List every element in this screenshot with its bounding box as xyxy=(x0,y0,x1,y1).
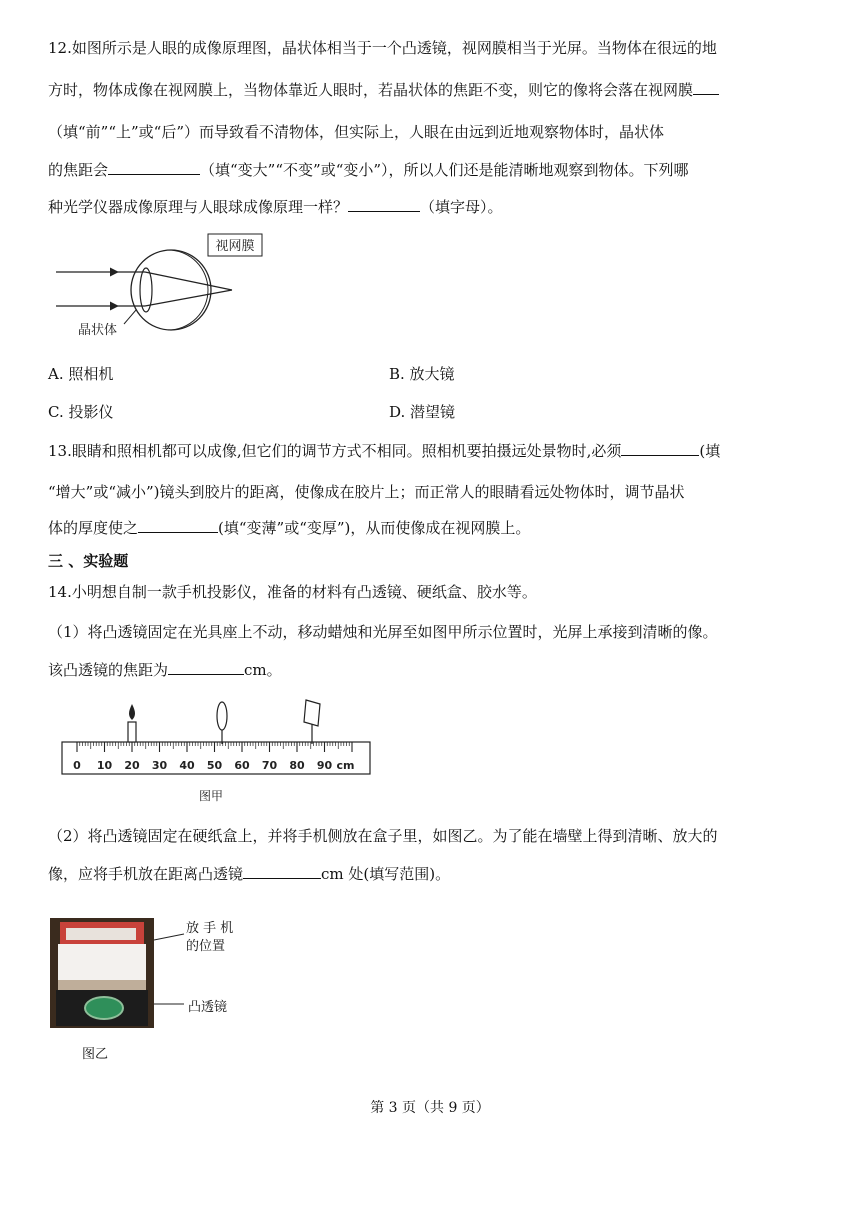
label-lens: 凸透镜 xyxy=(188,1000,228,1015)
ruler-tick-label: 50 xyxy=(206,759,223,772)
figure-yi-caption: 图乙 xyxy=(82,1047,109,1062)
light-screen-shape xyxy=(304,700,320,744)
q12-text-5b: （填字母）。 xyxy=(420,198,503,216)
q12-line-4 xyxy=(48,160,689,180)
section-title: 三 、实验题 xyxy=(48,552,129,570)
box-inner-white xyxy=(58,944,146,980)
option-a: A. 照相机 xyxy=(48,365,114,383)
q12-line-3: （填“前”“上”或“后”）而导致看不清物体，但实际上，人眼在由远到近地观察物体时，晶状体 xyxy=(48,123,665,141)
page-footer: 第 3 页（共 9 页） xyxy=(370,1100,490,1116)
cornea-arc xyxy=(168,250,208,330)
ruler-tick-label: 0 xyxy=(73,759,81,772)
q14-line-3 xyxy=(48,660,282,680)
lens-label: 晶状体 xyxy=(78,323,118,338)
q13-line-1 xyxy=(48,441,720,461)
ruler-tick-label: 80 xyxy=(289,759,305,772)
ruler-tick-label: 10 xyxy=(96,759,113,772)
answer-blank xyxy=(621,441,699,456)
retina-label: 视网膜 xyxy=(215,239,255,254)
q14-text-5a: 像，应将手机放在距离凸透镜 xyxy=(48,865,244,883)
q13-line-3 xyxy=(48,518,530,538)
q14-text-3b: cm。 xyxy=(244,661,282,679)
label-phone-line2: 的位置 xyxy=(186,939,226,954)
q14-line-4: （2）将凸透镜固定在硬纸盒上，并将手机侧放在盒子里，如图乙。为了能在墙壁上得到清晰、放大的 xyxy=(48,827,718,845)
label-phone-position xyxy=(186,920,233,956)
answer-blank xyxy=(243,864,321,879)
ruler-tick-label: 40 xyxy=(179,759,195,772)
figure-jia-caption: 图甲 xyxy=(199,789,224,803)
q12-text-2: 方时，物体成像在视网膜上，当物体靠近人眼时，若晶状体的焦距不变，则它的像将会落在视网膜 xyxy=(48,81,694,99)
ruler-unit-label: cm xyxy=(336,759,355,772)
answer-blank xyxy=(138,518,218,533)
ruler-tick-label: 30 xyxy=(151,759,168,772)
ruler-tick-label: 90 xyxy=(316,759,333,772)
answer-blank xyxy=(108,160,200,175)
candle-shape xyxy=(128,704,136,746)
q13-text-1a: 13.眼睛和照相机都可以成像,但它们的调节方式不相同。照相机要拍摄远处景物时,必须 xyxy=(48,442,622,460)
q14-line-5 xyxy=(48,864,450,884)
q14-text-3a: 该凸透镜的焦距为 xyxy=(48,661,169,679)
ruler-tick-label: 20 xyxy=(124,759,140,772)
option-c: C. 投影仪 xyxy=(48,403,114,421)
lens-in-photo xyxy=(84,996,124,1020)
answer-blank xyxy=(693,80,719,95)
q13-text-1b: (填 xyxy=(699,442,721,460)
ruler-tick-label: 70 xyxy=(261,759,278,772)
phone-box-photo xyxy=(50,918,154,1028)
q13-text-3a: 体的厚度使之 xyxy=(48,519,139,537)
q12-line-2 xyxy=(48,80,719,100)
option-d: D. 潜望镜 xyxy=(389,403,456,421)
ruler-tick-label: 60 xyxy=(234,759,250,772)
eye-diagram xyxy=(48,228,270,350)
answer-blank xyxy=(168,660,244,675)
eyeball-outline xyxy=(131,250,211,330)
answer-blank xyxy=(348,197,420,212)
q12-text-4a: 的焦距会 xyxy=(48,161,109,179)
q14-text-5b: cm 处(填写范围)。 xyxy=(321,865,451,883)
q12-line-1: 12.如图所示是人眼的成像原理图，晶状体相当于一个凸透镜，视网膜相当于光屏。当物体在很远的地 xyxy=(48,39,717,57)
q12-text-4b: （填“变大”“不变”或“变小”），所以人们还是能清晰地观察到物体。下列哪 xyxy=(200,161,689,179)
q13-text-3b: (填“变薄”或“变厚”)，从而使像成在视网膜上。 xyxy=(218,519,531,537)
q14-line-1: 14.小明想自制一款手机投影仪，准备的材料有凸透镜、硬纸盒、胶水等。 xyxy=(48,583,537,601)
q12-line-5 xyxy=(48,197,503,217)
q14-line-2: （1）将凸透镜固定在光具座上不动，移动蜡烛和光屏至如图甲所示位置时，光屏上承接到清晰的像。 xyxy=(48,623,718,641)
convex-lens-shape xyxy=(217,702,227,744)
label-phone-line1: 放 手 机 xyxy=(186,921,234,936)
optical-bench-figure xyxy=(58,694,378,806)
q13-line-2: “增大”或“减小”)镜头到胶片的距离，使像成在胶片上；而正常人的眼睛看远处物体时，调节晶状 xyxy=(48,483,685,501)
q12-text-5a: 种光学仪器成像原理与人眼球成像原理一样？ xyxy=(48,198,349,216)
option-b: B. 放大镜 xyxy=(389,365,455,383)
